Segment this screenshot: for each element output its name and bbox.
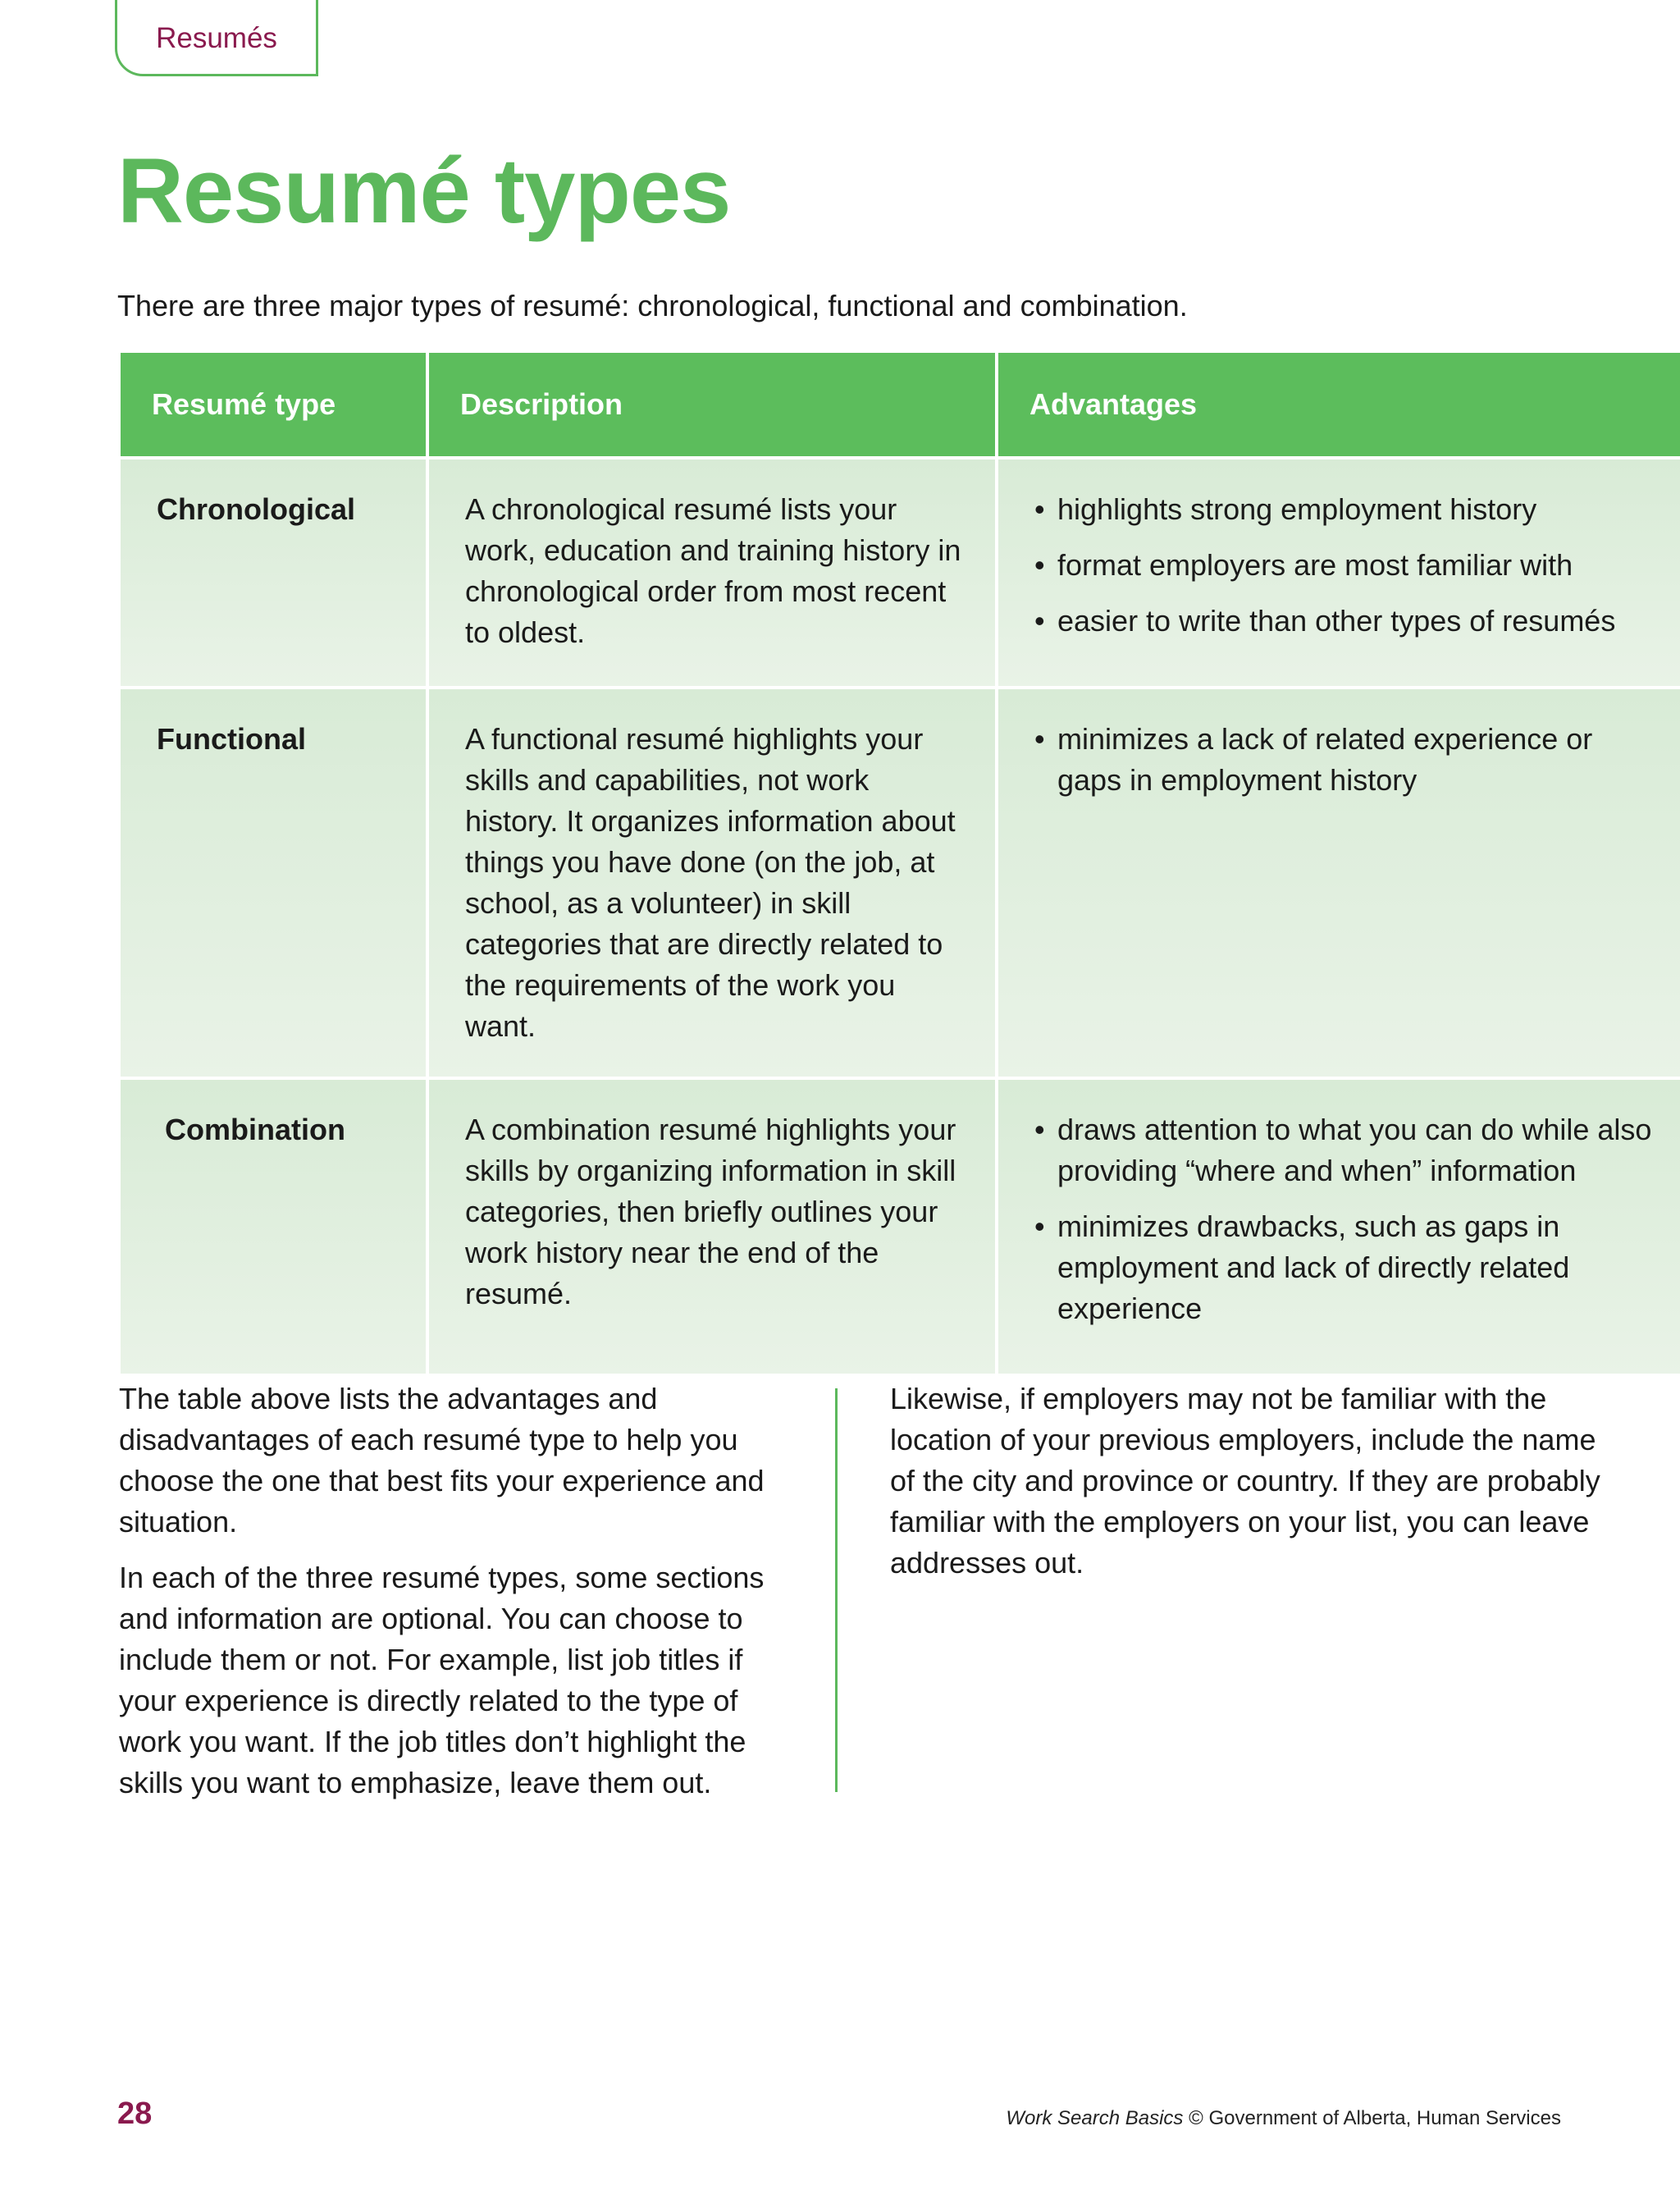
advantages-cell [997,1078,1680,1375]
table-row [119,688,1680,1078]
page-number: 28 [117,2096,153,2131]
intro-paragraph: There are three major types of resumé: chronological, functional and combination. [117,289,1188,322]
description-cell: A chronological resumé lists your work, education and training history in chronological order from most recent to oldest. [427,458,997,688]
list-item: • draws attention to what you can do while also providing “where and when” information [1034,1109,1664,1191]
body-paragraph: The table above lists the advantages and disadvantages of each resumé type to help you choose the one that best fits your experience and situation. [119,1382,765,1538]
page-title: Resumé types [117,139,731,242]
header-resume-type: Resumé type [119,351,427,458]
advantages-list [1034,719,1655,801]
description-cell: A combination resumé highlights your skills by organizing information in skill categories, then briefly outlines your work history near the end of the resumé. [427,1078,997,1375]
description-cell: A functional resumé highlights your skills and capabilities, not work history. It organizes information about things you have done (on the job, at school, as a volunteer) in skill categories that are directly related to the requirements of the work you want. [427,688,997,1078]
body-paragraph: In each of the three resumé types, some sections and information are optional. You can choose to include them or not. For example, list job titles if your experience is directly related to the type of work you want. If the job titles don’t highlight the skills you want to emphasize, leave them out. [119,1561,765,1799]
advantages-cell [997,458,1680,688]
resume-types-table [117,350,1680,1377]
list-item: • easier to write than other types of resumés [1034,601,1655,642]
header-description: Description [427,351,997,458]
list-item: • minimizes drawbacks, such as gaps in employment and lack of directly related experience [1034,1206,1664,1329]
list-item: • format employers are most familiar with [1034,545,1655,586]
publication-title: Work Search Basics [1006,2107,1184,2129]
body-column-right [890,1378,1612,1598]
section-tab [115,0,318,76]
type-cell: Combination [119,1078,427,1375]
body-column-left [119,1378,800,1818]
table-row [119,1078,1680,1375]
copyright-text: © Government of Alberta, Human Services [1189,2107,1561,2129]
section-tab-label: Resumés [156,22,277,54]
table-header-row [119,351,1680,458]
advantages-list [1034,1109,1664,1329]
body-paragraph: Likewise, if employers may not be familiar with the location of your previous employers, include the name of the city and province or country. If they are probably familiar with the employers on your list, you can leave addresses out. [890,1382,1600,1580]
list-item: • highlights strong employment history [1034,489,1655,530]
list-item: • minimizes a lack of related experience or gaps in employment history [1034,719,1655,801]
table-row [119,458,1680,688]
advantages-list [1034,489,1655,642]
type-cell: Functional [119,688,427,1078]
advantages-cell [997,688,1680,1078]
column-divider [835,1388,838,1792]
type-cell: Chronological [119,458,427,688]
header-advantages: Advantages [997,351,1680,458]
footer-credit [1006,2107,1561,2130]
